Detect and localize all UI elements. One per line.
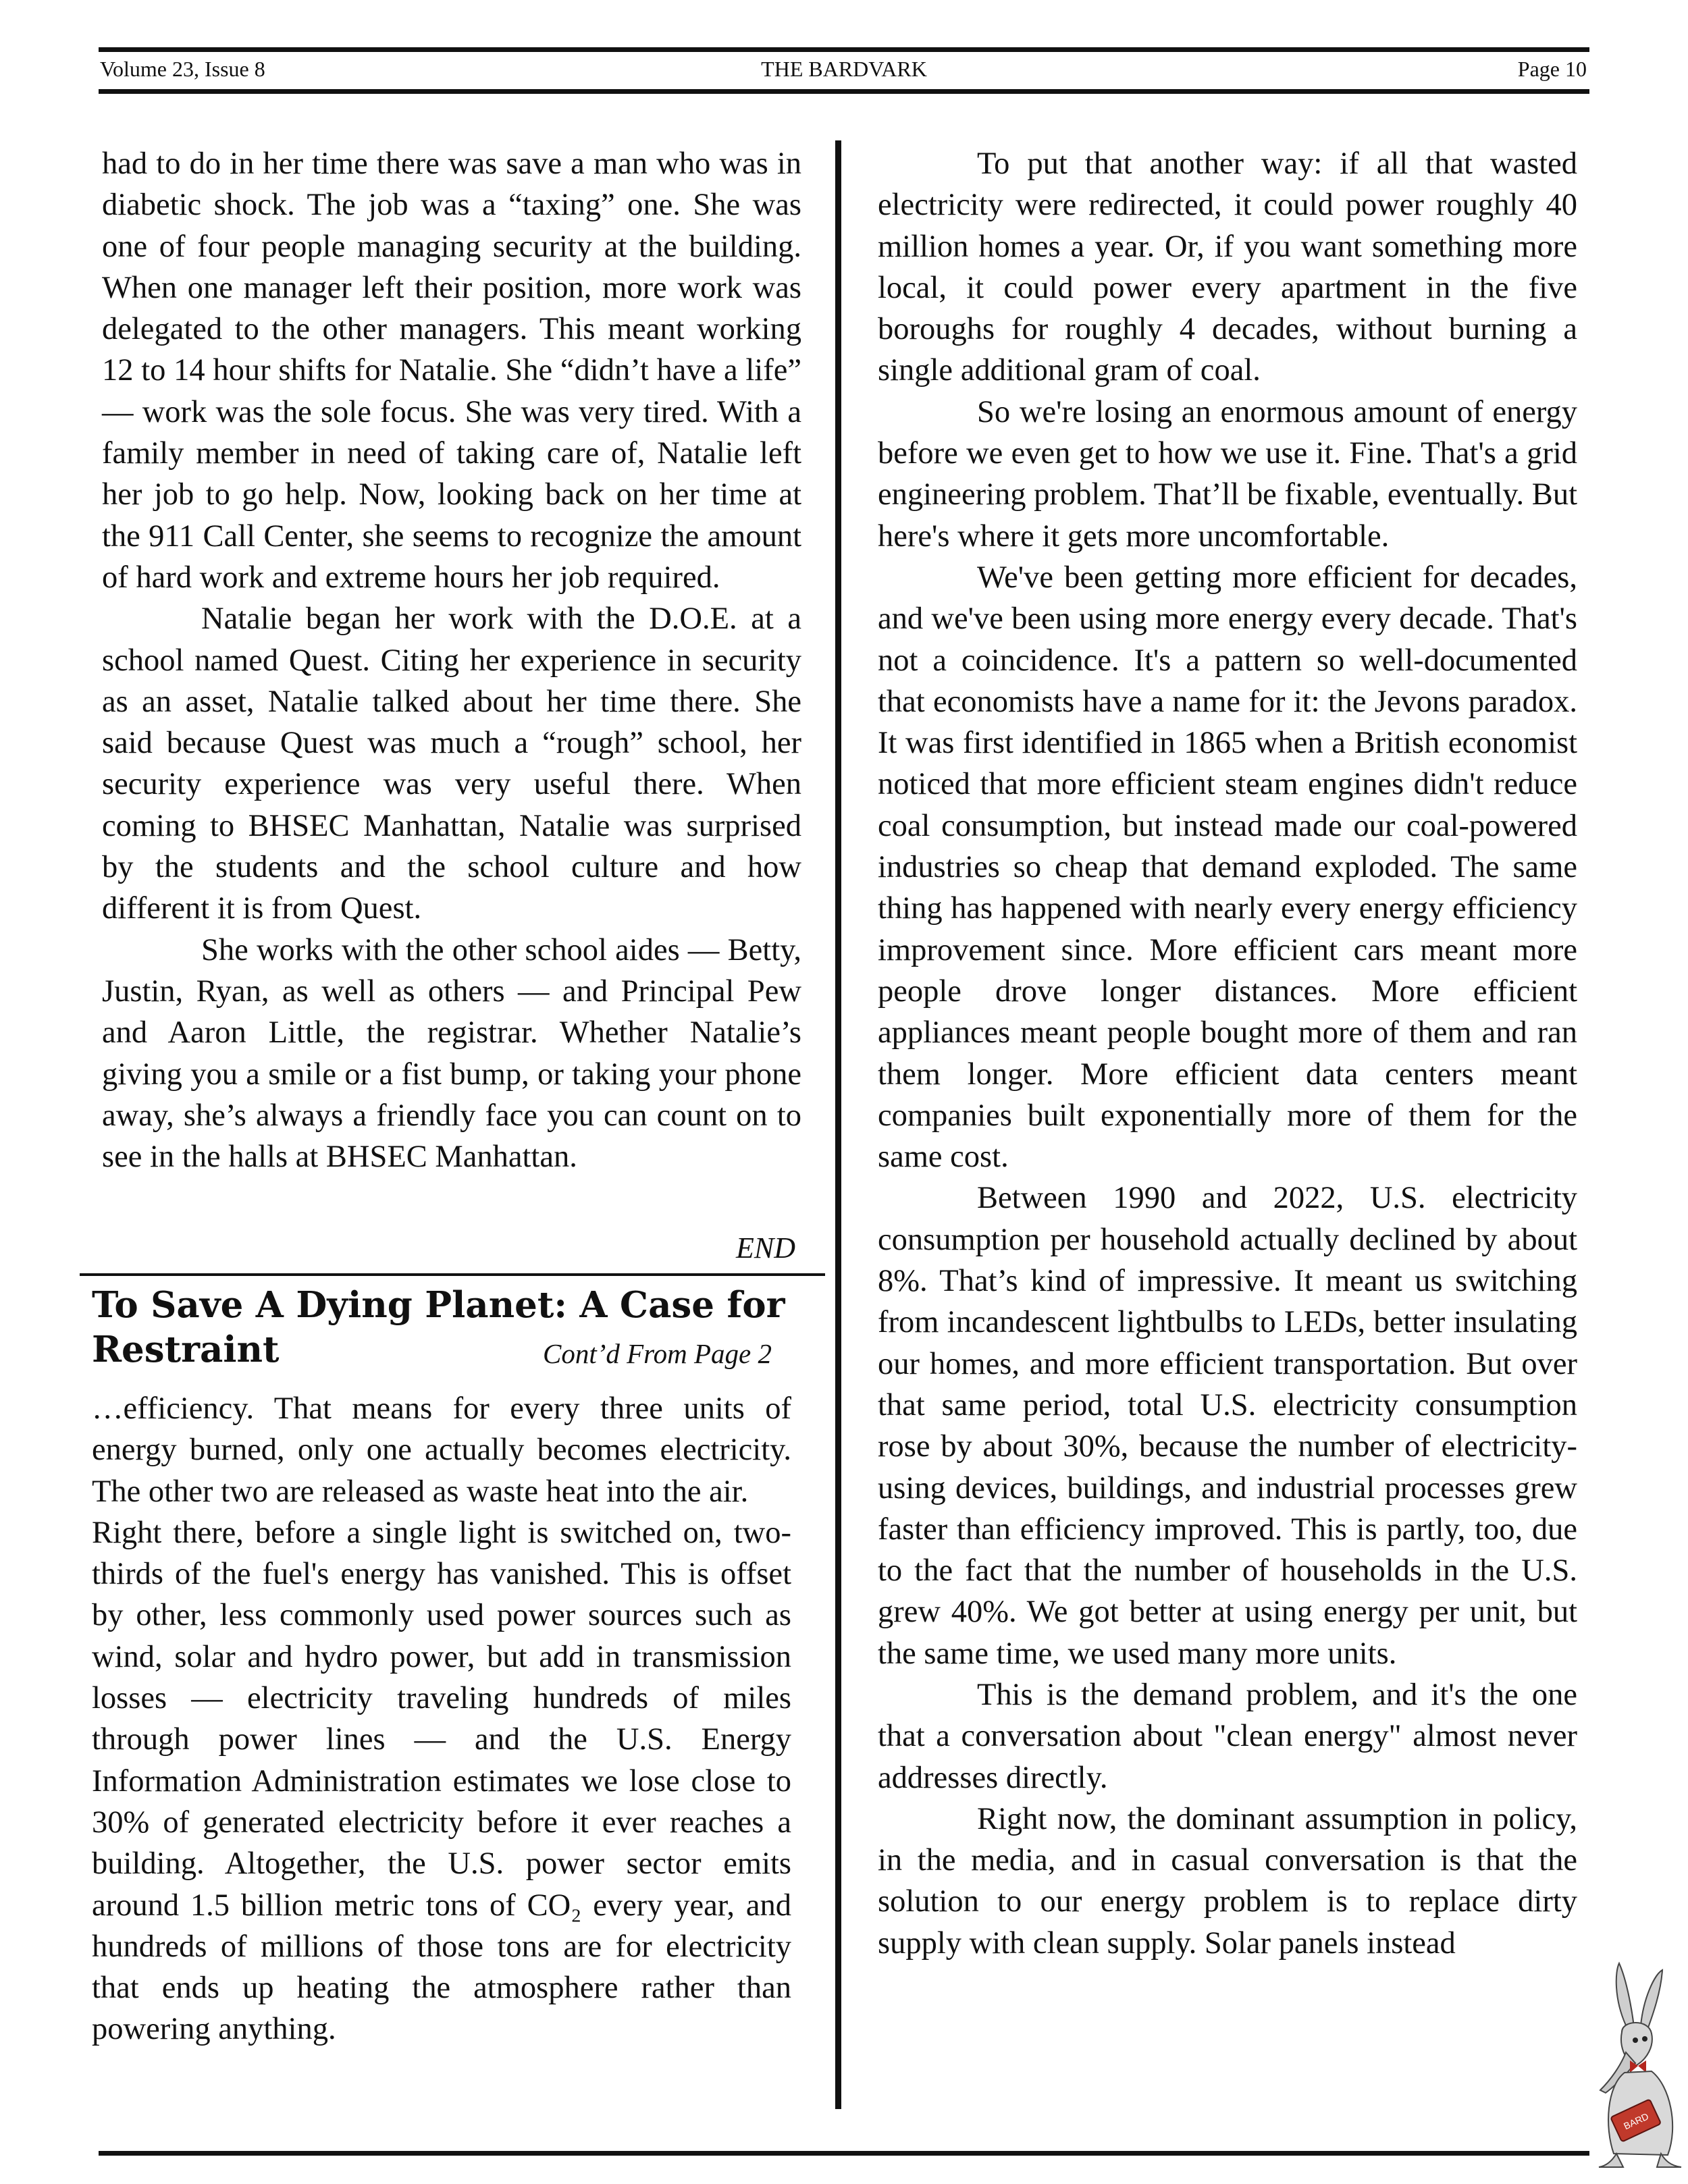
paragraph: So we're losing an enormous amount of energy before we even get to how we use it. Fine. That's a grid engineering problem. That’ll be fixable, eventually. But here's where it gets more uncomfortable. [878, 394, 1577, 554]
publication-name: THE BARDVARK [761, 57, 927, 81]
article-body-right [878, 143, 1577, 1964]
volume-issue: Volume 23, Issue 8 [100, 57, 265, 81]
book-label: BARD [1622, 2110, 1651, 2132]
article-title: To Save A Dying Planet: A Case for Restraint [92, 1284, 785, 1370]
paragraph: had to do in her time there was save a man who was in diabetic shock. The job was a “taxing” one. She was one of four people managing security at the building. When one manager left their position, more work was delegated to the other managers. This meant working 12 to 14 hour shifts for Natalie. She “didn’t have a life” — work was the sole focus. She was very tired. With a family member in need of taking care of, Natalie left her job to go help. Now, looking back on her time at the 911 Call Center, she seems to recognize the amount of hard work and extreme hours her job required. [102, 147, 801, 595]
page-number: Page 10 [1517, 57, 1587, 81]
paragraph: Between 1990 and 2022, U.S. electricity consumption per household actually declined by about 8%. That’s kind of impressive. It meant us switching from incandescent lightbulbs to LEDs, better insulating our homes, and more efficient transportation. But over that same period, total U.S. electricity consumption rose by about 30%, because the number of electricity-using devices, buildings, and industrial processes grew faster than efficiency improved. This is partly, too, due to the fact that the number of households in the U.S. grew 40%. We got better at using energy per unit, but the same time, we used many more units. [878, 1181, 1577, 1671]
end-mark: END [736, 1231, 795, 1264]
article-divider [80, 1273, 825, 1276]
left-column-article [102, 143, 801, 1177]
paragraph: To put that another way: if all that wasted electricity were redirected, it could power roughly 40 million homes a year. Or, if you want something more local, it could power every apartment in the five boroughs for roughly 4 decades, without burning a single additional gram of coal. [878, 147, 1577, 388]
paragraph: Right now, the dominant assumption in policy, in the media, and in casual conversation is that the solution to our energy problem is to replace dirty supply with clean supply. Solar panels instead [878, 1801, 1577, 1961]
paragraph: This is the demand problem, and it's the one that a conversation about "clean energy" almost never addresses directly. [878, 1677, 1577, 1795]
header-top-rule [99, 47, 1589, 52]
bardvark-mascot-icon [1587, 1958, 1688, 2174]
paragraph: Natalie began her work with the D.O.E. at a school named Quest. Citing her experience in security as an asset, Natalie talked about her time there. She said because Quest was much a “rough” school, her security experience was very useful there. When coming to BHSEC Manhattan, Natalie was surprised by the students and the school culture and how different it is from Quest. [102, 602, 801, 926]
paragraph: She works with the other school aides — Betty, Justin, Ryan, as well as others — and Principal Pew and Aaron Little, the registrar. Whether Natalie’s giving you a smile or a fist bump, or taking your phone away, she’s always a friendly face you can count on to see in the halls at BHSEC Manhattan. [102, 932, 801, 1175]
continued-note: Cont’d From Page 2 [543, 1338, 772, 1369]
paragraph: We've been getting more efficient for decades, and we've been using more energy every decade. That's not a coincidence. It's a pattern so well-documented that economists have a name for it: the Jevons paradox. It was first identified in 1865 when a British economist noticed that more efficient steam engines didn't reduce coal consumption, but instead made our coal-powered industries so cheap that demand exploded. The same thing has happened with nearly every energy efficiency improvement since. More efficient cars meant more people drove longer distances. More efficient appliances meant people bought more of them and ran them longer. More efficient data centers meant companies built exponentially more of them for the same cost. [878, 560, 1577, 1175]
header-bottom-rule [99, 89, 1589, 94]
footer-rule [99, 2151, 1589, 2156]
column-divider [835, 140, 841, 2109]
paragraph: …efficiency. That means for every three units of energy burned, only one actually becomes electricity. The other two are released as waste heat into the air. [92, 1391, 791, 1509]
article-body-left [92, 1388, 791, 2050]
paragraph: Right there, before a single light is switched on, two-thirds of the fuel's energy has vanished. This is offset by other, less commonly used power sources such as wind, solar and hydro power, but add in transmission losses — electricity traveling hundreds of miles through power lines — and the U.S. Energy Information Administration estimates we lose close to 30% of generated electricity before it ever reaches a building. Altogether, the U.S. power sector emits around 1.5 billion metric tons of CO₂ every year, and hundreds of millions of those tons are for electricity that ends up heating the atmosphere rather than powering anything. [92, 1515, 791, 2047]
